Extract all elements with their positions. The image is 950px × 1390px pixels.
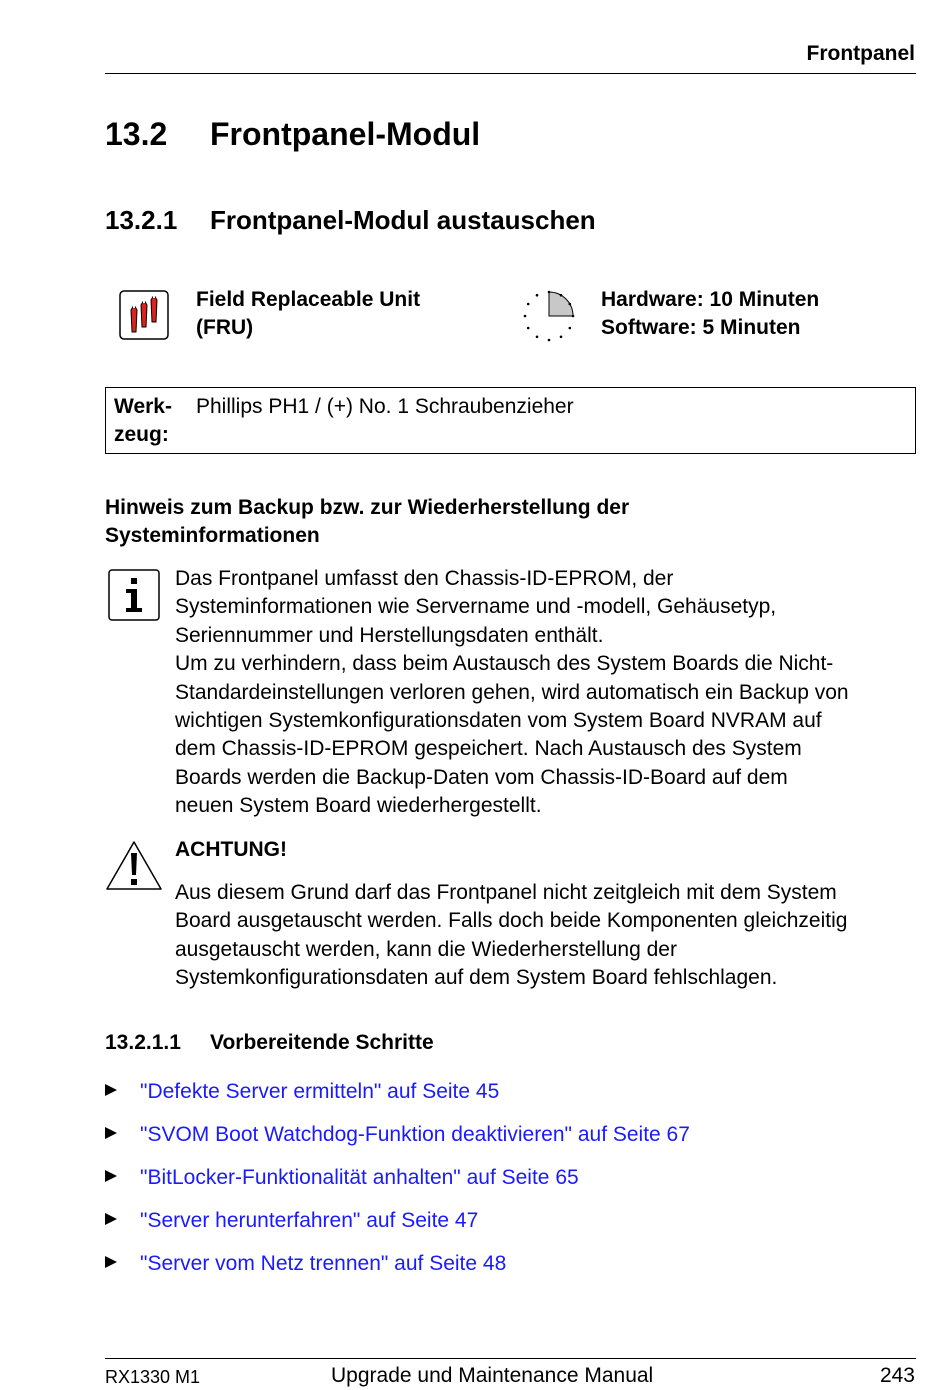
steps-heading <box>105 1031 434 1055</box>
warning-line: Aus diesem Grund darf das Frontpanel nicht zeitgleich mit dem System <box>175 881 837 904</box>
step-link-defekte-server[interactable]: "Defekte Server ermitteln" auf Seite 45 <box>140 1080 500 1103</box>
bullet-arrow-icon <box>105 1256 117 1268</box>
note-heading <box>105 494 805 550</box>
subsection-number: 13.2.1 <box>105 205 178 235</box>
running-header: Frontpanel <box>806 42 915 65</box>
step-link-netz-trennen[interactable]: "Server vom Netz trennen" auf Seite 48 <box>140 1252 507 1275</box>
footer-manual-title: Upgrade und Maintenance Manual <box>331 1364 654 1387</box>
software-time: Software: 5 Minuten <box>601 316 801 339</box>
steps-title: Vorbereitende Schritte <box>210 1031 434 1054</box>
step-link-herunterfahren[interactable]: "Server herunterfahren" auf Seite 47 <box>140 1209 479 1232</box>
warning-line: ausgetauscht werden, kann die Wiederherstellung der <box>175 937 677 961</box>
fru-line1: Field Replaceable Unit <box>196 288 421 311</box>
note-heading-line2: Systeminformationen <box>105 524 320 547</box>
section-heading <box>105 116 480 153</box>
tools-label-line1: Werk- <box>114 395 172 418</box>
note-heading-line1: Hinweis zum Backup bzw. zur Wiederherstellung der <box>105 496 630 519</box>
info-icon <box>108 569 160 621</box>
info-line: dem Chassis-ID-EPROM gespeichert. Nach Austausch des System <box>175 737 802 761</box>
tools-label <box>114 393 172 449</box>
info-line: Um zu verhindern, dass beim Austausch des System Boards die Nicht- <box>175 652 834 676</box>
tools-box <box>105 387 916 454</box>
warning-title: ACHTUNG! <box>175 838 287 861</box>
info-line: Das Frontpanel umfasst den Chassis-ID-EPROM, der <box>175 567 674 590</box>
subsection-heading <box>105 205 596 236</box>
bullet-arrow-icon <box>105 1170 117 1182</box>
subsection-title: Frontpanel-Modul austauschen <box>210 205 596 235</box>
info-line: Standardeinstellungen verloren gehen, wird automatisch ein Backup von <box>175 680 849 704</box>
steps-number: 13.2.1.1 <box>105 1031 181 1054</box>
info-line: Systeminformationen wie Servername und -modell, Gehäusetyp, <box>175 595 777 619</box>
warning-text <box>175 879 920 993</box>
info-line: wichtigen Systemkonfigurationsdaten vom System Board NVRAM auf <box>175 709 822 733</box>
footer-model: RX1330 M1 <box>105 1367 201 1387</box>
info-text <box>175 565 920 821</box>
info-line: neuen System Board wiederhergestellt. <box>175 794 542 818</box>
bullet-arrow-icon <box>105 1084 117 1096</box>
footer-rule <box>105 1358 916 1359</box>
bullet-arrow-icon <box>105 1213 117 1225</box>
step-link-svom-watchdog[interactable]: "SVOM Boot Watchdog-Funktion deaktivieren" auf Seite 67 <box>140 1123 690 1146</box>
fru-line2: (FRU) <box>196 316 254 339</box>
info-line: Seriennummer und Herstellungsdaten enthält. <box>175 623 604 647</box>
warning-line: Board ausgetauscht werden. Falls doch beide Komponenten gleichzeitig <box>175 909 848 933</box>
info-line: Boards werden die Backup-Daten vom Chassis-ID-Board auf dem <box>175 765 788 789</box>
page-number: 243 <box>879 1364 915 1387</box>
header-rule <box>105 73 916 74</box>
tools-label-line2: zeug: <box>114 423 169 446</box>
bullet-arrow-icon <box>105 1127 117 1139</box>
fru-tools-icon <box>119 290 169 340</box>
step-link-bitlocker[interactable]: "BitLocker-Funktionalität anhalten" auf Seite 65 <box>140 1166 579 1189</box>
section-title: Frontpanel-Modul <box>210 116 481 152</box>
hardware-time: Hardware: 10 Minuten <box>601 288 820 311</box>
warning-line: Systemkonfigurationsdaten auf dem System Board fehlschlagen. <box>175 966 778 990</box>
time-estimate <box>601 286 819 342</box>
clock-icon <box>522 289 576 343</box>
warning-icon <box>104 839 164 893</box>
tools-value: Phillips PH1 / (+) No. 1 Schraubenzieher <box>196 395 574 418</box>
section-number: 13.2 <box>105 116 168 152</box>
fru-label <box>196 286 420 342</box>
